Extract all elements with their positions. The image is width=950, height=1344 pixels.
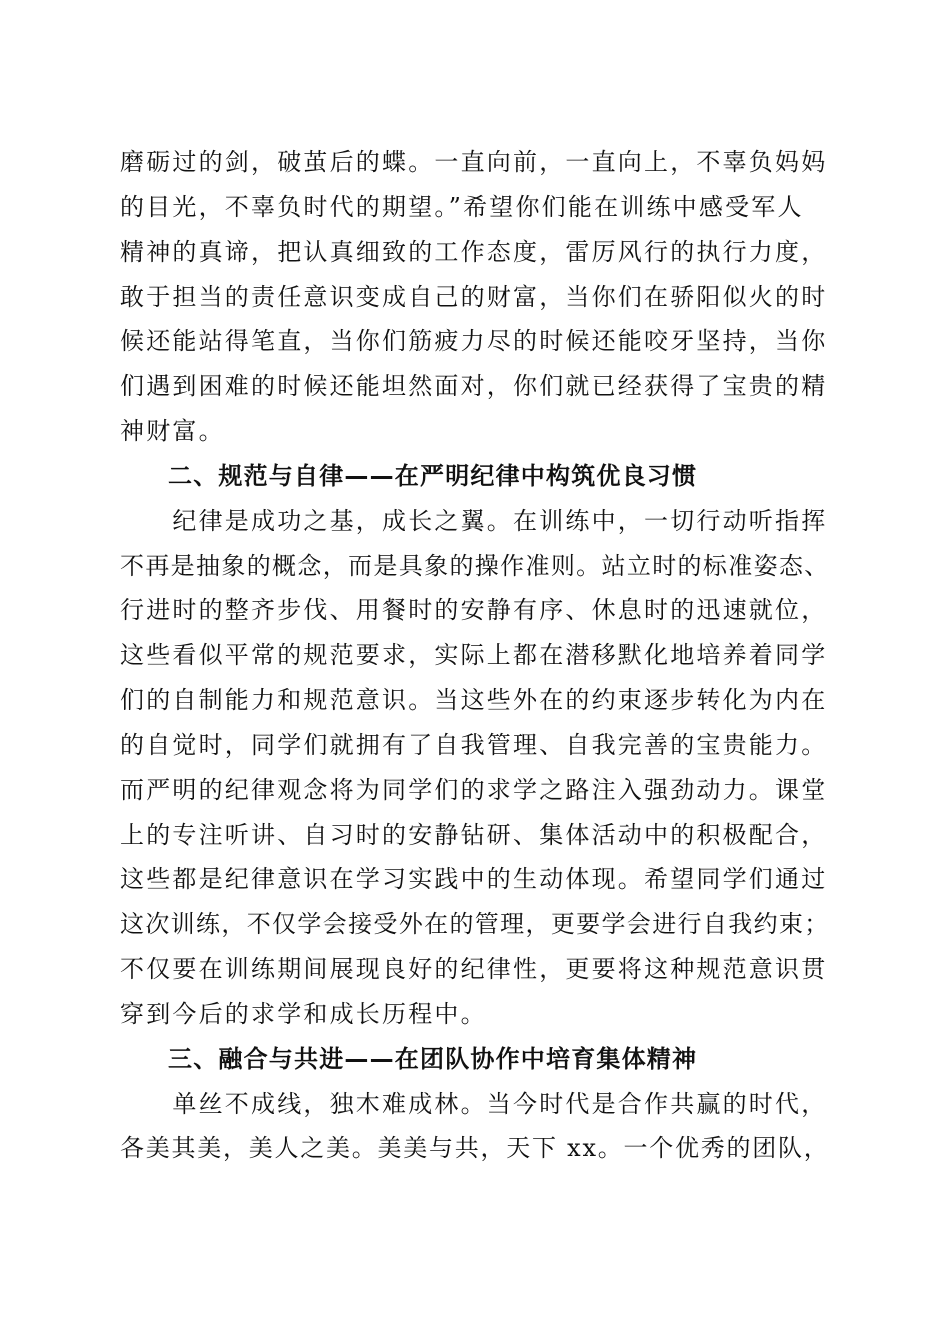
text-line: 穿到今后的求学和成长历程中。	[120, 1000, 487, 1028]
section-heading-3: 三、融合与共进——在团队协作中培育集体精神	[168, 1045, 698, 1073]
text-line: 的目光，不辜负时代的期望。”希望你们能在训练中感受军人	[120, 193, 804, 221]
text-line: 行进时的整齐步伐、用餐时的安静有序、休息时的迅速就位，	[120, 596, 828, 624]
text-line: 纪律是成功之基，成长之翼。在训练中，一切行动听指挥	[120, 507, 828, 535]
text-line: 磨砺过的剑，破茧后的蝶。一直向前，一直向上，不辜负妈妈	[120, 148, 828, 176]
section-heading-2: 二、规范与自律——在严明纪律中构筑优良习惯	[168, 462, 698, 490]
text-line: 神财富。	[120, 417, 225, 445]
text-line: 这些都是纪律意识在学习实践中的生动体现。希望同学们通过	[120, 865, 828, 893]
text-line: 的自觉时，同学们就拥有了自我管理、自我完善的宝贵能力。	[120, 731, 828, 759]
text-line: 这次训练，不仅学会接受外在的管理，更要学会进行自我约束；	[120, 910, 830, 938]
text-line: 各美其美，美人之美。美美与共，天下 xx。一个优秀的团队，	[120, 1134, 830, 1162]
text-line: 不仅要在训练期间展现良好的纪律性，更要将这种规范意识贯	[120, 955, 828, 983]
text-line: 候还能站得笔直，当你们筋疲力尽的时候还能咬牙坚持，当你	[120, 327, 828, 355]
text-line: 而严明的纪律观念将为同学们的求学之路注入强劲动力。课堂	[120, 776, 828, 804]
text-line: 不再是抽象的概念，而是具象的操作准则。站立时的标准姿态、	[120, 552, 830, 580]
text-line: 精神的真谛，把认真细致的工作态度，雷厉风行的执行力度，	[120, 238, 828, 266]
text-line: 敢于担当的责任意识变成自己的财富，当你们在骄阳似火的时	[120, 283, 828, 311]
text-line: 上的专注听讲、自习时的安静钻研、集体活动中的积极配合，	[120, 821, 828, 849]
text-line: 这些看似平常的规范要求，实际上都在潜移默化地培养着同学	[120, 641, 828, 669]
text-line: 单丝不成线，独木难成林。当今时代是合作共赢的时代，	[120, 1090, 828, 1118]
text-line: 们遇到困难的时候还能坦然面对，你们就已经获得了宝贵的精	[120, 372, 828, 400]
text-line: 们的自制能力和规范意识。当这些外在的约束逐步转化为内在	[120, 686, 828, 714]
